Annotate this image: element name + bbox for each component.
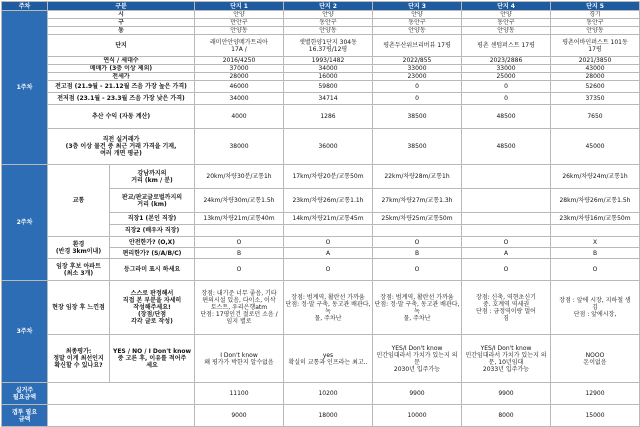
value-cell: 37350 <box>551 93 640 105</box>
value-cell: 동안구 <box>373 19 462 27</box>
value-cell: 28000 <box>551 73 640 81</box>
value-cell: 7650 <box>551 105 640 129</box>
blank-cell <box>48 405 195 427</box>
row-label: 동 <box>48 27 195 35</box>
table-row <box>2 93 640 105</box>
invest-value: 12900 <box>551 383 640 405</box>
value-cell: 평촌 센텀퍼스트 17평 <box>462 35 551 57</box>
value-cell: 38500 <box>373 105 462 129</box>
header-unit: 단지 3 <box>373 2 462 11</box>
value-cell: 52600 <box>551 81 640 93</box>
value-cell: 동안구 <box>462 19 551 27</box>
row-label: 매매가 (3층 이상 제외) <box>48 65 195 73</box>
value-cell: 23000 <box>373 73 462 81</box>
table-row <box>2 19 640 27</box>
apt-value: O <box>195 259 284 281</box>
row-label: 구 <box>48 19 195 27</box>
gap-value: 9000 <box>195 405 284 427</box>
site-guide: 스스로 판정해서 직접 본 부분을 자세히 작성해주세요! (장점/단점 각각 글로 작성) <box>110 281 195 335</box>
traffic-value: 14km/차량21m/교통45m <box>284 213 373 225</box>
value-cell: 46000 <box>195 81 284 93</box>
table-row <box>2 65 640 73</box>
final-note: NOOO 돈이없음 <box>551 335 640 383</box>
traffic-value: 22km/차량28m/교통1h <box>373 165 462 189</box>
traffic-label: 교통 <box>48 165 110 237</box>
value-cell: 48500 <box>462 129 551 165</box>
value-cell: 평촌두산위브리버뷰 17평 <box>373 35 462 57</box>
header-unit: 단지 1 <box>195 2 284 11</box>
table-row <box>2 57 640 65</box>
header-unit: 단지 5 <box>551 2 640 11</box>
blank-cell <box>48 383 195 405</box>
env-label: 환경 (반경 3km이내) <box>48 237 110 259</box>
value-cell: 38500 <box>373 129 462 165</box>
gap-value: 10000 <box>373 405 462 427</box>
site-note: 장점: 신축, 역현초신기 중. 호계역 역세권 단점 : 금정역이랑 멀어 짐 <box>462 281 551 335</box>
row-label: 연식 / 세대수 <box>48 57 195 65</box>
value-cell: 2022/855 <box>373 57 462 65</box>
traffic-value <box>195 225 284 237</box>
value-cell: 래미안안양메가트리아 17A / <box>195 35 284 57</box>
traffic-value <box>462 165 551 189</box>
value-cell: 2023/2886 <box>462 57 551 65</box>
env-convenience-label: 편리한가? (S/A/B/C) <box>110 248 195 259</box>
traffic-value: 28km/차량26m/교통1.5h <box>551 189 640 213</box>
traffic-value <box>462 189 551 213</box>
value-cell: 안양동 <box>373 27 462 35</box>
site-note: 장점: 범계역, 활란선 가까움 단점: 정·말 구축, 동고관 배관다, 녹 물, 주차난 <box>284 281 373 335</box>
value-cell: 안양 <box>462 11 551 19</box>
traffic-row-label: 직장2 (배우자 직장) <box>110 225 195 237</box>
table-row <box>2 335 640 383</box>
value-cell: 45000 <box>551 129 640 165</box>
value-cell: 16000 <box>284 73 373 81</box>
value-cell: 0 <box>373 93 462 105</box>
env-safe-value: O <box>284 237 373 248</box>
apt-value: O <box>551 259 640 281</box>
value-cell: 43000 <box>551 65 640 73</box>
row-label: 추산 수익 (자동 계산) <box>48 105 195 129</box>
env-convenience-value: A <box>462 248 551 259</box>
value-cell: 59800 <box>284 81 373 93</box>
value-cell: 동안구 <box>284 19 373 27</box>
table-row <box>2 81 640 93</box>
site-note: 장점: 내기준 너무 좋음, 기타 편의시설 있음, 다이소, 이삭 토스트, 우리은행atm 단점: 17평인건 절로던 소음 / 임지 별로 <box>195 281 284 335</box>
value-cell: 38000 <box>195 129 284 165</box>
value-cell: 셋별한양1단지 304동 16.37평/12평 <box>284 35 373 57</box>
value-cell: 동안구 <box>551 19 640 27</box>
traffic-row-label: 판교/판교글로벌까지의 거리 (km) <box>110 189 195 213</box>
site-note: 장점: 범계역, 활란선 가까움 단점: 정·말 구축, 동고관 배관다, 녹 물, 주차난 <box>373 281 462 335</box>
value-cell: 1286 <box>284 105 373 129</box>
apt-guide: 등그라미 표시 하세요 <box>110 259 195 281</box>
traffic-value <box>551 225 640 237</box>
traffic-value <box>284 225 373 237</box>
traffic-value: 25km/차량25m/교통50m <box>373 213 462 225</box>
apt-value: O <box>462 259 551 281</box>
value-cell: 28000 <box>195 73 284 81</box>
value-cell: 2021/3850 <box>551 57 640 65</box>
week-2-label: 2주차 <box>2 165 48 281</box>
invest-label: 실거주 필요금액 <box>2 383 48 405</box>
traffic-value: 13km/차량21m/교통40m <box>195 213 284 225</box>
value-cell: 0 <box>462 93 551 105</box>
traffic-value: 17km/차량20분/교통50m <box>284 165 373 189</box>
table-row <box>2 281 640 335</box>
value-cell: 34000 <box>195 93 284 105</box>
value-cell: 안양 <box>195 11 284 19</box>
value-cell: 34714 <box>284 93 373 105</box>
table-row <box>2 11 640 19</box>
invest-value: 9900 <box>462 383 551 405</box>
value-cell: 34000 <box>284 65 373 73</box>
row-label: 전세가 <box>48 73 195 81</box>
week-3-label: 3주차 <box>2 281 48 383</box>
value-cell: 경기 <box>551 11 640 19</box>
value-cell: 안양동 <box>284 27 373 35</box>
value-cell: 안양동 <box>462 27 551 35</box>
value-cell: 25000 <box>462 73 551 81</box>
invest-value: 10200 <box>284 383 373 405</box>
final-guide: YES / NO / I Don't know 중 고른 후, 이유를 적어주 세요 <box>110 335 195 383</box>
row-label: 직전 실거래가 (3층 이상 물건 중 최근 거래 가격을 기재, 여러 개면 평균) <box>48 129 195 165</box>
traffic-value <box>373 225 462 237</box>
env-safe-value: O <box>195 237 284 248</box>
traffic-value: 20km/차량30분/교통1h <box>195 165 284 189</box>
table-row <box>2 129 640 165</box>
week-1-label: 1주차 <box>2 11 48 165</box>
gap-value: 18000 <box>284 405 373 427</box>
traffic-value <box>462 213 551 225</box>
env-convenience-value: A <box>284 248 373 259</box>
header-unit: 단지 4 <box>462 2 551 11</box>
traffic-value: 23km/차량16m/교통50m <box>551 213 640 225</box>
traffic-row-label: 직장1 (본인 직장) <box>110 213 195 225</box>
traffic-value <box>462 225 551 237</box>
traffic-value: 27km/차량27m/교통1.3h <box>373 189 462 213</box>
apt-value: O <box>284 259 373 281</box>
site-note: 장점 : 앞에 시장, 지하철 생 김 단점 : 앞에시장, <box>551 281 640 335</box>
final-note: I Don't know 왜 평가가 박한지 알수없음 <box>195 335 284 383</box>
env-safe-value: X <box>551 237 640 248</box>
invest-value: 9900 <box>373 383 462 405</box>
header-week: 주차 <box>2 2 48 11</box>
env-convenience-value: B <box>373 248 462 259</box>
value-cell: 안양동 <box>195 27 284 35</box>
row-label: 단지 <box>48 35 195 57</box>
table-row <box>2 105 640 129</box>
apt-value: O <box>373 259 462 281</box>
gap-value: 15000 <box>551 405 640 427</box>
table-row <box>2 237 640 248</box>
value-cell: 1993/1482 <box>284 57 373 65</box>
traffic-value: 24km/차량30m/교통1.5h <box>195 189 284 213</box>
traffic-value: 26km/차량24m/교통1h <box>551 165 640 189</box>
traffic-row-label: 강남까지의 거리 (km / 분) <box>110 165 195 189</box>
value-cell: 33000 <box>373 65 462 73</box>
value-cell: 안양 <box>284 11 373 19</box>
row-label: 전고점 (21.9월 - 21.12월 즈음 가장 높은 가격) <box>48 81 195 93</box>
table-row <box>2 405 640 427</box>
traffic-value: 23km/차량26m/교통1.1h <box>284 189 373 213</box>
gap-label: 갭투 필요 금액 <box>2 405 48 427</box>
final-note: YES/I Don't know 민간임대라서 가치가 있는지 의문, 10년임대 2033년 입주가능 <box>462 335 551 383</box>
final-label: 최종평가: 정말 이게 최선인지 확신할 수 있나요? <box>48 335 110 383</box>
value-cell: 36000 <box>284 129 373 165</box>
value-cell: 33000 <box>462 65 551 73</box>
invest-value: 11100 <box>195 383 284 405</box>
table-row <box>2 165 640 189</box>
env-convenience-value: B <box>551 248 640 259</box>
table-row <box>2 27 640 35</box>
value-cell: 37000 <box>195 65 284 73</box>
final-note: yes 확실히 교통과 인프라는 최고.. <box>284 335 373 383</box>
value-cell: 0 <box>462 81 551 93</box>
row-label: 전저점 (23.1월 - 23.3월 즈음 가장 낮은 가격) <box>48 93 195 105</box>
table-row <box>2 2 640 11</box>
value-cell: 48500 <box>462 105 551 129</box>
final-note: YES/I Don't know 민간임대라서 가치가 있는지 의문 2030년 입주가능 <box>373 335 462 383</box>
value-cell: 안양동 <box>551 27 640 35</box>
site-label: 현장 임장 후 느낀점 <box>48 281 110 335</box>
header-category: 구분 <box>48 2 195 11</box>
table-row <box>2 383 640 405</box>
header-unit: 단지 2 <box>284 2 373 11</box>
comparison-table <box>1 1 640 427</box>
value-cell: 4000 <box>195 105 284 129</box>
env-safe-label: 안전한가? (O,X) <box>110 237 195 248</box>
env-safe-value: O <box>462 237 551 248</box>
value-cell: 2016/4250 <box>195 57 284 65</box>
table-row <box>2 73 640 81</box>
value-cell: 만안구 <box>195 19 284 27</box>
env-convenience-value: B <box>195 248 284 259</box>
row-label: 시 <box>48 11 195 19</box>
table-row <box>2 259 640 281</box>
apt-label: 임장 후보 아파트 (최소 3개) <box>48 259 110 281</box>
env-safe-value: O <box>373 237 462 248</box>
value-cell: 안양 <box>373 11 462 19</box>
gap-value: 8000 <box>462 405 551 427</box>
value-cell: 0 <box>373 81 462 93</box>
value-cell: 평촌어바인퍼스트 101동 17평 <box>551 35 640 57</box>
table-row <box>2 35 640 57</box>
